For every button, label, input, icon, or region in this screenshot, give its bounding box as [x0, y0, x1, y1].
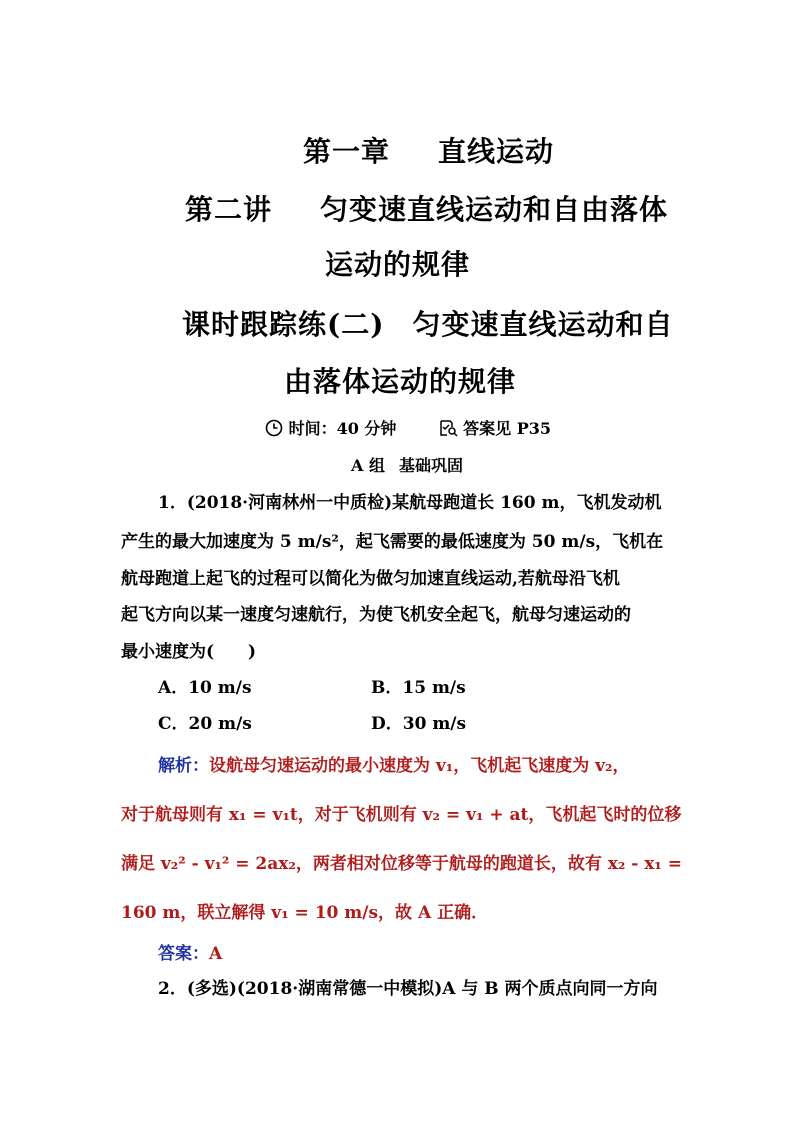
question1-line5: 最小速度为( )	[121, 642, 257, 662]
option-b: B．15 m/s	[371, 678, 466, 698]
answer-line	[158, 939, 222, 964]
question2-line1: 2．(多选)(2018·湖南常德一中模拟)A 与 B 两个质点向同一方向	[158, 979, 658, 999]
lecture-title-line1: 匀变速直线运动和自由落体	[320, 193, 669, 226]
group-heading	[351, 453, 463, 476]
option-c: C．20 m/s	[158, 714, 252, 734]
answer-check-icon	[438, 419, 458, 441]
chapter-number: 第一章	[303, 135, 391, 168]
answer-value: A	[209, 944, 223, 964]
group-title: 基础巩固	[399, 456, 464, 475]
lecture-number: 第二讲	[185, 193, 273, 226]
practice-title-part: 匀变速直线运动和自	[412, 308, 674, 341]
solution-line4: 160 m，联立解得 v₁ = 10 m/s，故 A 正确．	[121, 903, 489, 923]
clock-icon	[265, 419, 283, 441]
question1-line4: 起飞方向以某一速度匀速航行，为使飞机安全起飞，航母匀速运动的	[121, 605, 631, 625]
solution-text-line1: 设航母匀速运动的最小速度为 v₁，飞机起飞速度为 v₂，	[209, 756, 630, 776]
group-label: A 组	[351, 456, 385, 475]
option-a: A．10 m/s	[158, 678, 252, 698]
lecture-heading	[185, 188, 668, 228]
solution-line1	[158, 751, 629, 776]
time-label: 时间：40 分钟	[288, 419, 397, 438]
chapter-heading	[303, 130, 554, 170]
answer-reference: 答案见 P35	[463, 419, 552, 438]
lecture-title-line2: 运动的规律	[325, 248, 471, 281]
question1-line1: 1．(2018·河南林州一中质检)某航母跑道长 160 m，飞机发动机	[158, 493, 662, 513]
practice-title-line2: 由落体运动的规律	[284, 365, 517, 398]
solution-label: 解析：	[158, 756, 209, 776]
question1-line2: 产生的最大加速度为 5 m/s²，起飞需要的最低速度为 50 m/s，飞机在	[121, 532, 664, 552]
solution-line2: 对于航母则有 x₁ = v₁t，对于飞机则有 v₂ = v₁ + at，飞机起飞时的位移	[121, 805, 682, 825]
practice-number: 课时跟踪练(二)	[182, 308, 385, 341]
answer-label: 答案：	[158, 944, 209, 964]
practice-heading	[182, 303, 674, 343]
meta-row	[265, 416, 551, 441]
question1-line3: 航母跑道上起飞的过程可以简化为做匀加速直线运动,若航母沿飞机	[121, 569, 620, 589]
solution-line3: 满足 v₂² - v₁² = 2ax₂，两者相对位移等于航母的跑道长，故有 x₂ - x₁ =	[121, 854, 682, 874]
option-d: D．30 m/s	[371, 714, 467, 734]
chapter-title: 直线运动	[438, 135, 555, 168]
